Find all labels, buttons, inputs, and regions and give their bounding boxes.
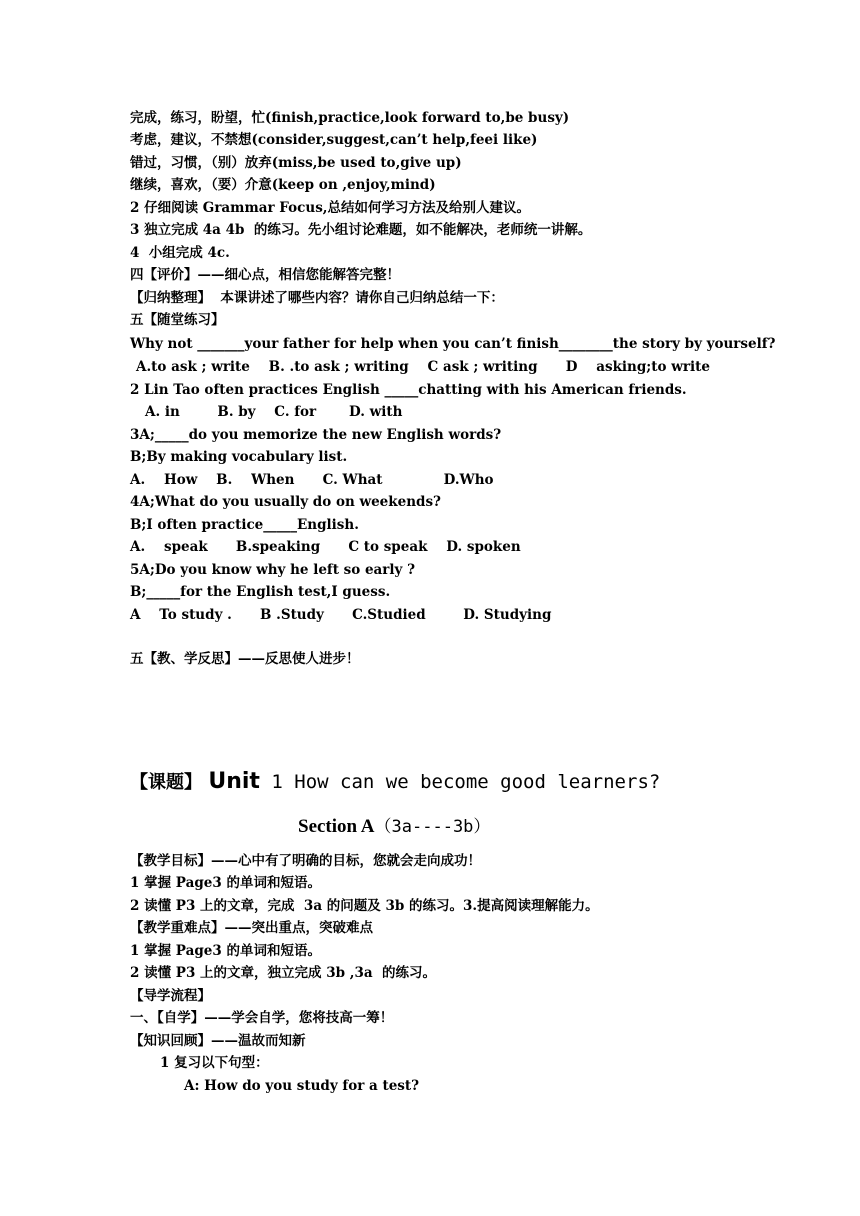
step-3: 3 独立完成 4a 4b 的练习。先小组讨论难题，如不能解决，老师统一讲解。 xyxy=(130,222,592,238)
lesson-title-text: 1 How can we become good learners? xyxy=(259,771,661,793)
question-4-b: B;I often practice_____English. xyxy=(130,517,359,533)
question-4-a: 4A;What do you usually do on weekends? xyxy=(130,494,441,510)
reflection-heading: 五【教、学反思】——反思使人进步！ xyxy=(130,651,360,667)
step-2: 2 仔细阅读 Grammar Focus,总结如何学习方法及给别人建议。 xyxy=(130,200,530,216)
question-3-options: A. How B. When C. What D.Who xyxy=(130,472,494,488)
summary-heading: 【归纳整理】 本课讲述了哪些内容？请你自己归纳总结一下： xyxy=(130,290,504,306)
key-point-1: 1 掌握 Page3 的单词和短语。 xyxy=(130,943,321,959)
key-point-2: 2 读懂 P3 上的文章，独立完成 3b ,3a 的练习。 xyxy=(130,965,437,981)
review-sentence: A: How do you study for a test? xyxy=(184,1078,420,1094)
question-4-options: A. speak B.speaking C to speak D. spoken xyxy=(130,539,521,555)
question-1: Why not _______your father for help when you can’t finish________the story by yourself? xyxy=(130,336,776,352)
section-heading xyxy=(298,813,490,840)
review-item: 1 复习以下句型： xyxy=(160,1055,269,1071)
self-study-heading: 一、【自学】——学会自学，您将技高一筹！ xyxy=(130,1010,394,1026)
lesson-title-unit: Unit xyxy=(208,769,260,794)
review-heading: 【知识回顾】——温故而知新 xyxy=(130,1033,306,1049)
question-3-b: B;By making vocabulary list. xyxy=(130,449,348,465)
lesson-title xyxy=(130,766,660,798)
key-points-heading: 【教学重难点】——突出重点，突破难点 xyxy=(130,920,373,936)
step-4: 4 小组完成 4c. xyxy=(130,245,230,261)
evaluation-heading: 四【评价】——细心点，相信您能解答完整！ xyxy=(130,267,400,283)
question-3-a: 3A;_____do you memorize the new English words? xyxy=(130,427,502,443)
flow-heading: 【导学流程】 xyxy=(130,988,211,1004)
goal-1: 1 掌握 Page3 的单词和短语。 xyxy=(130,875,321,891)
question-1-options: A.to ask ; write B. .to ask ; writing C ask ; writing D asking;to write xyxy=(136,359,710,375)
practice-heading: 五【随堂练习】 xyxy=(130,312,225,328)
question-2: 2 Lin Tao often practices English _____chatting with his American friends. xyxy=(130,382,687,398)
verb-list-line-3: 错过，习惯，（别）放弃(miss,be used to,give up) xyxy=(130,155,462,171)
verb-list-line-1: 完成，练习，盼望，忙(finish,practice,look forward to,be busy) xyxy=(130,110,570,126)
goal-2: 2 读懂 P3 上的文章，完成 3a 的问题及 3b 的练习。3.提高阅读理解能力。 xyxy=(130,898,599,914)
verb-list-line-2: 考虑，建议，不禁想(consider,suggest,can’t help,feei like) xyxy=(130,132,538,148)
section-name: Section A xyxy=(298,816,375,837)
lesson-title-bracket: 【课题】 xyxy=(130,772,202,793)
verb-list-line-4: 继续，喜欢，（要）介意(keep on ,enjoy,mind) xyxy=(130,177,436,193)
question-5-a: 5A;Do you know why he left so early ? xyxy=(130,562,416,578)
goals-heading: 【教学目标】——心中有了明确的目标，您就会走向成功！ xyxy=(130,853,481,869)
section-range: （3a----3b） xyxy=(374,817,491,837)
question-5-options: A To study . B .Study C.Studied D. Studying xyxy=(130,607,552,623)
question-5-b: B;_____for the English test,I guess. xyxy=(130,584,391,600)
question-2-options: A. in B. by C. for D. with xyxy=(145,404,403,420)
